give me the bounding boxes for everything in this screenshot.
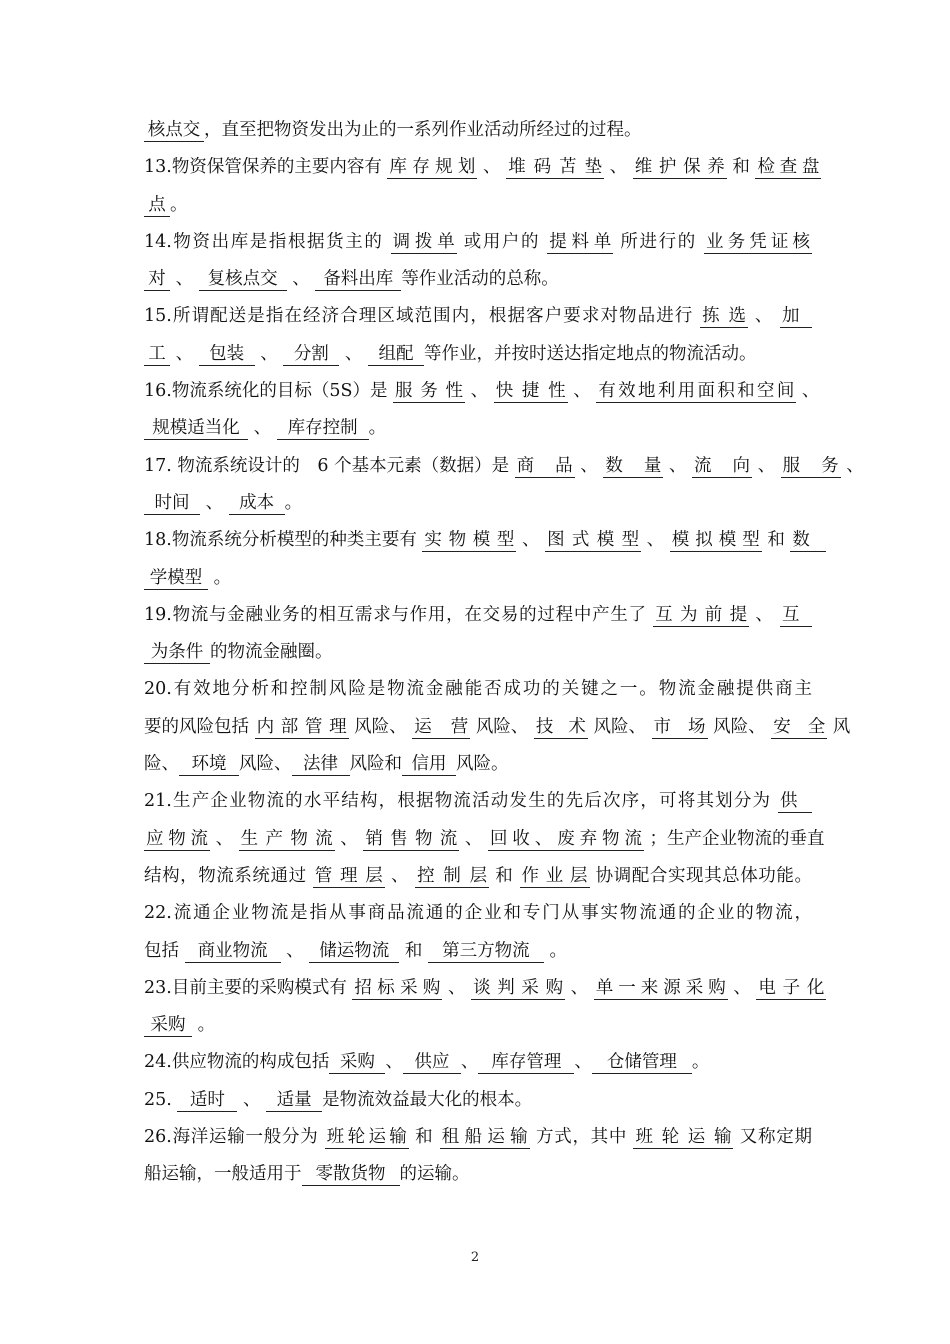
question-text: 、 <box>757 455 776 476</box>
answer-blank: 图式模型 <box>547 530 640 551</box>
question-14 <box>144 224 812 261</box>
question-text: 风 <box>832 716 851 737</box>
answer-blank: 适时 <box>177 1089 237 1112</box>
answer-blank: 有效地利用面积和空间 <box>598 381 795 402</box>
question-text: 、 <box>292 269 310 290</box>
answer-blank: 加 <box>780 305 812 328</box>
question-text: 14.物资出库是指根据货主的 <box>144 231 384 252</box>
question-18 <box>144 522 812 559</box>
question-26 <box>144 1119 812 1156</box>
page-number: 2 <box>470 1250 480 1265</box>
question-text: 风险、 <box>354 716 407 737</box>
question-text: 、 <box>460 1052 479 1073</box>
question-text: 25. <box>144 1089 172 1110</box>
question-text: 、 <box>175 343 194 364</box>
question-text: 22.流通企业物流是指从事商品流通的企业和专门从事实物流通的企业的物流， <box>144 903 812 924</box>
question-text: 风险、 <box>713 716 766 737</box>
question-text: 26.海洋运输一般分为 <box>144 1127 319 1148</box>
question-text: 风险、 <box>593 716 646 737</box>
text-line <box>144 821 825 858</box>
question-text: 风险和 <box>349 754 402 775</box>
question-text: 的物流金融圈。 <box>210 642 333 663</box>
answer-blank: 班轮运输 <box>326 1127 407 1148</box>
question-text: 风险、 <box>239 754 292 775</box>
answer-blank: 储运物流 <box>309 940 399 963</box>
question-text: 、 <box>573 381 591 402</box>
question-text: 15.所谓配送是指在经济合理区域范围内，根据客户要求对物品进行 <box>144 306 694 327</box>
question-text: 、 <box>205 492 224 513</box>
answer-blank: 快捷性 <box>495 381 566 402</box>
answer-blank: 法律 <box>292 753 350 776</box>
question-24 <box>144 1044 812 1081</box>
question-text: 23.目前主要的采购模式有 <box>144 977 347 998</box>
text-line <box>144 746 812 783</box>
question-text: 协调配合实现其总体功能。 <box>595 865 812 886</box>
text-line <box>144 634 812 671</box>
question-25 <box>144 1082 812 1119</box>
answer-blank: 维护保养 <box>634 157 725 178</box>
text-line <box>144 261 812 298</box>
answer-blank: 安全 <box>773 716 826 737</box>
question-16 <box>144 373 820 410</box>
answer-blank: 电子化 <box>758 977 825 998</box>
question-text: 、 <box>646 530 665 551</box>
question-text: 的运输。 <box>399 1164 470 1185</box>
answer-blank: 控制层 <box>417 865 488 886</box>
question-text: 、 <box>668 455 687 476</box>
answer-blank: 应物流 <box>146 828 208 849</box>
answer-blank: 技术 <box>535 716 586 737</box>
question-text: 、 <box>755 604 774 625</box>
answer-blank: 实物模型 <box>424 530 515 551</box>
question-text: 、 <box>385 1052 403 1073</box>
question-text: 。 <box>170 194 188 215</box>
answer-blank: 服务 <box>782 455 839 476</box>
question-text: 、 <box>754 306 774 327</box>
answer-blank: 互 <box>780 604 812 627</box>
question-text: 包括 <box>144 940 179 961</box>
answer-blank: 数量 <box>605 455 662 476</box>
answer-blank: 库存管理 <box>478 1051 574 1074</box>
question-text: 或用户的 <box>463 231 541 252</box>
question-22 <box>144 895 812 932</box>
question-text: 21.生产企业物流的水平结构，根据物流活动发生的先后次序，可将其划分为 <box>144 791 772 812</box>
question-19 <box>144 597 812 634</box>
answer-blank: 调拨单 <box>392 231 455 252</box>
question-text: 和 <box>404 940 423 961</box>
text-line <box>144 485 812 522</box>
answer-blank: 对 <box>144 268 170 291</box>
text-line <box>144 112 812 149</box>
answer-blank: 检查盘 <box>757 157 820 178</box>
question-text: 18.物流系统分析模型的种类主要有 <box>144 530 417 551</box>
text-line <box>144 933 812 970</box>
question-text: ；生产企业物流的垂直 <box>649 828 825 849</box>
answer-blank: 管理层 <box>314 865 383 886</box>
answer-blank: 招标采购 <box>354 977 441 998</box>
question-text: 风险。 <box>456 754 509 775</box>
question-text: 所进行的 <box>620 231 697 252</box>
question-text: 结构，物流系统通过 <box>144 865 307 886</box>
answer-blank: 提料单 <box>549 231 612 252</box>
answer-blank: 采购 <box>144 1014 192 1037</box>
question-23 <box>144 970 825 1007</box>
text-line <box>144 858 812 895</box>
question-text: 13.物资保管保养的主要内容有 <box>144 157 382 178</box>
text-line <box>144 560 812 597</box>
text-line <box>144 1007 812 1044</box>
answer-blank: 堆码苫垫 <box>508 157 603 178</box>
question-text: 、 <box>253 418 272 439</box>
question-text: 和 <box>732 157 750 178</box>
answer-blank: 信用 <box>402 753 456 776</box>
answer-blank: 作业层 <box>521 865 588 886</box>
answer-blank: 分割 <box>283 343 339 366</box>
answer-blank: 拣选 <box>702 306 747 327</box>
question-text: 、 <box>215 828 234 849</box>
question-text: 、 <box>243 1089 261 1110</box>
answer-blank: 回收、废弃物流 <box>489 828 642 849</box>
question-text: 。 <box>284 492 303 513</box>
answer-blank: 仓储管理 <box>592 1051 692 1074</box>
question-text: 、 <box>286 940 304 961</box>
answer-blank: 为条件 <box>144 641 210 664</box>
question-text: ，直至把物资发出为止的一系列作业活动所经过的过程。 <box>204 120 642 140</box>
question-text: 19.物流与金融业务的相互需求与作用，在交易的过程中产生了 <box>144 604 647 625</box>
question-text: 24.供应物流的构成包括 <box>144 1052 330 1073</box>
question-text: 17. 物流系统设计的 6 个基本元素（数据）是 <box>144 455 510 476</box>
question-text: 。 <box>197 1015 216 1036</box>
question-text: 、 <box>522 530 540 551</box>
answer-blank: 工 <box>144 343 170 366</box>
answer-blank: 点 <box>144 194 170 217</box>
question-text: 方式，其中 <box>535 1127 628 1148</box>
question-text: 、 <box>344 343 363 364</box>
answer-blank: 模拟模型 <box>671 530 760 551</box>
question-text: 、 <box>470 381 489 402</box>
question-20 <box>144 671 812 708</box>
question-15 <box>144 298 812 335</box>
answer-blank: 谈判采购 <box>473 977 564 998</box>
question-text: 、 <box>175 269 194 290</box>
question-text: 和 <box>767 530 785 551</box>
question-text: 。 <box>213 567 232 588</box>
answer-blank: 库存控制 <box>277 417 369 440</box>
answer-blank: 商品 <box>516 455 573 476</box>
answer-blank: 供应 <box>403 1051 461 1074</box>
question-text: 和 <box>415 1127 434 1148</box>
question-text: 。 <box>549 940 567 961</box>
document-body <box>144 112 864 1194</box>
text-line <box>144 1156 812 1193</box>
answer-blank: 学模型 <box>144 567 208 590</box>
question-text: 等作业，并按时送达指定地点的物流活动。 <box>423 343 757 364</box>
answer-blank: 核点交 <box>144 119 204 142</box>
question-text: 、 <box>733 977 751 998</box>
text-line <box>144 336 812 373</box>
question-text: 和 <box>495 865 514 886</box>
answer-blank: 备料出库 <box>315 268 401 291</box>
question-text: 是物流效益最大化的根本。 <box>322 1089 533 1110</box>
answer-blank: 市场 <box>653 716 706 737</box>
answer-blank: 班轮运输 <box>635 1127 732 1148</box>
question-text: 、 <box>390 865 410 886</box>
answer-blank: 成本 <box>229 492 285 515</box>
answer-blank: 服务性 <box>395 381 464 402</box>
answer-blank: 业务凭证核 <box>705 231 810 252</box>
question-21 <box>144 783 812 820</box>
answer-blank: 流向 <box>693 455 750 476</box>
question-text: 等作业活动的总称。 <box>401 269 559 290</box>
answer-blank: 租船运输 <box>441 1127 528 1148</box>
answer-blank: 第三方物流 <box>428 940 544 963</box>
question-text: 16.物流系统化的目标（5S）是 <box>144 381 388 402</box>
question-text: 、 <box>260 343 278 364</box>
answer-blank: 单一来源采购 <box>595 977 726 998</box>
question-text: 、 <box>448 977 466 998</box>
answer-blank: 规模适当化 <box>144 417 248 440</box>
answer-blank: 组配 <box>368 343 424 366</box>
question-text: 船运输，一般适用于 <box>144 1164 302 1185</box>
answer-blank: 库存规划 <box>389 157 476 178</box>
answer-blank: 互为前提 <box>655 604 748 625</box>
answer-blank: 运营 <box>414 716 469 737</box>
question-text: 、 <box>570 977 589 998</box>
answer-blank: 数 <box>790 529 826 552</box>
answer-blank: 商业物流 <box>185 940 281 963</box>
answer-blank: 供 <box>778 790 812 813</box>
question-text: 、 <box>609 157 628 178</box>
question-text: 20.有效地分析和控制风险是物流金融能否成功的关键之一。物流金融提供商主 <box>144 679 812 700</box>
question-text: 、 <box>580 455 598 476</box>
question-text: 又称定期 <box>739 1127 812 1148</box>
question-text: 、 <box>483 157 501 178</box>
answer-blank: 环境 <box>179 753 239 776</box>
question-text: 、 <box>574 1052 592 1073</box>
answer-blank: 复核点交 <box>199 268 287 291</box>
text-line <box>144 410 812 447</box>
question-text: 、 <box>464 828 483 849</box>
answer-blank: 内部管理 <box>256 716 347 737</box>
text-line <box>144 187 812 224</box>
answer-blank: 采购 <box>329 1051 385 1074</box>
question-text: 要的风险包括 <box>144 716 249 737</box>
question-13 <box>144 149 820 186</box>
answer-blank: 包装 <box>199 343 255 366</box>
answer-blank: 销售物流 <box>365 828 458 849</box>
answer-blank: 时间 <box>144 492 200 515</box>
question-text: 险、 <box>144 754 179 775</box>
question-text: 。 <box>368 418 387 439</box>
question-text: 、 <box>340 828 358 849</box>
question-text: 、 <box>846 455 864 476</box>
answer-blank: 生产物流 <box>240 828 333 849</box>
answer-blank: 零散货物 <box>302 1163 400 1186</box>
question-17 <box>144 448 864 485</box>
answer-blank: 适量 <box>266 1089 322 1112</box>
question-text: 风险、 <box>475 716 529 737</box>
text-line <box>144 709 851 746</box>
question-text: 、 <box>801 381 820 402</box>
question-text: 。 <box>691 1052 710 1073</box>
